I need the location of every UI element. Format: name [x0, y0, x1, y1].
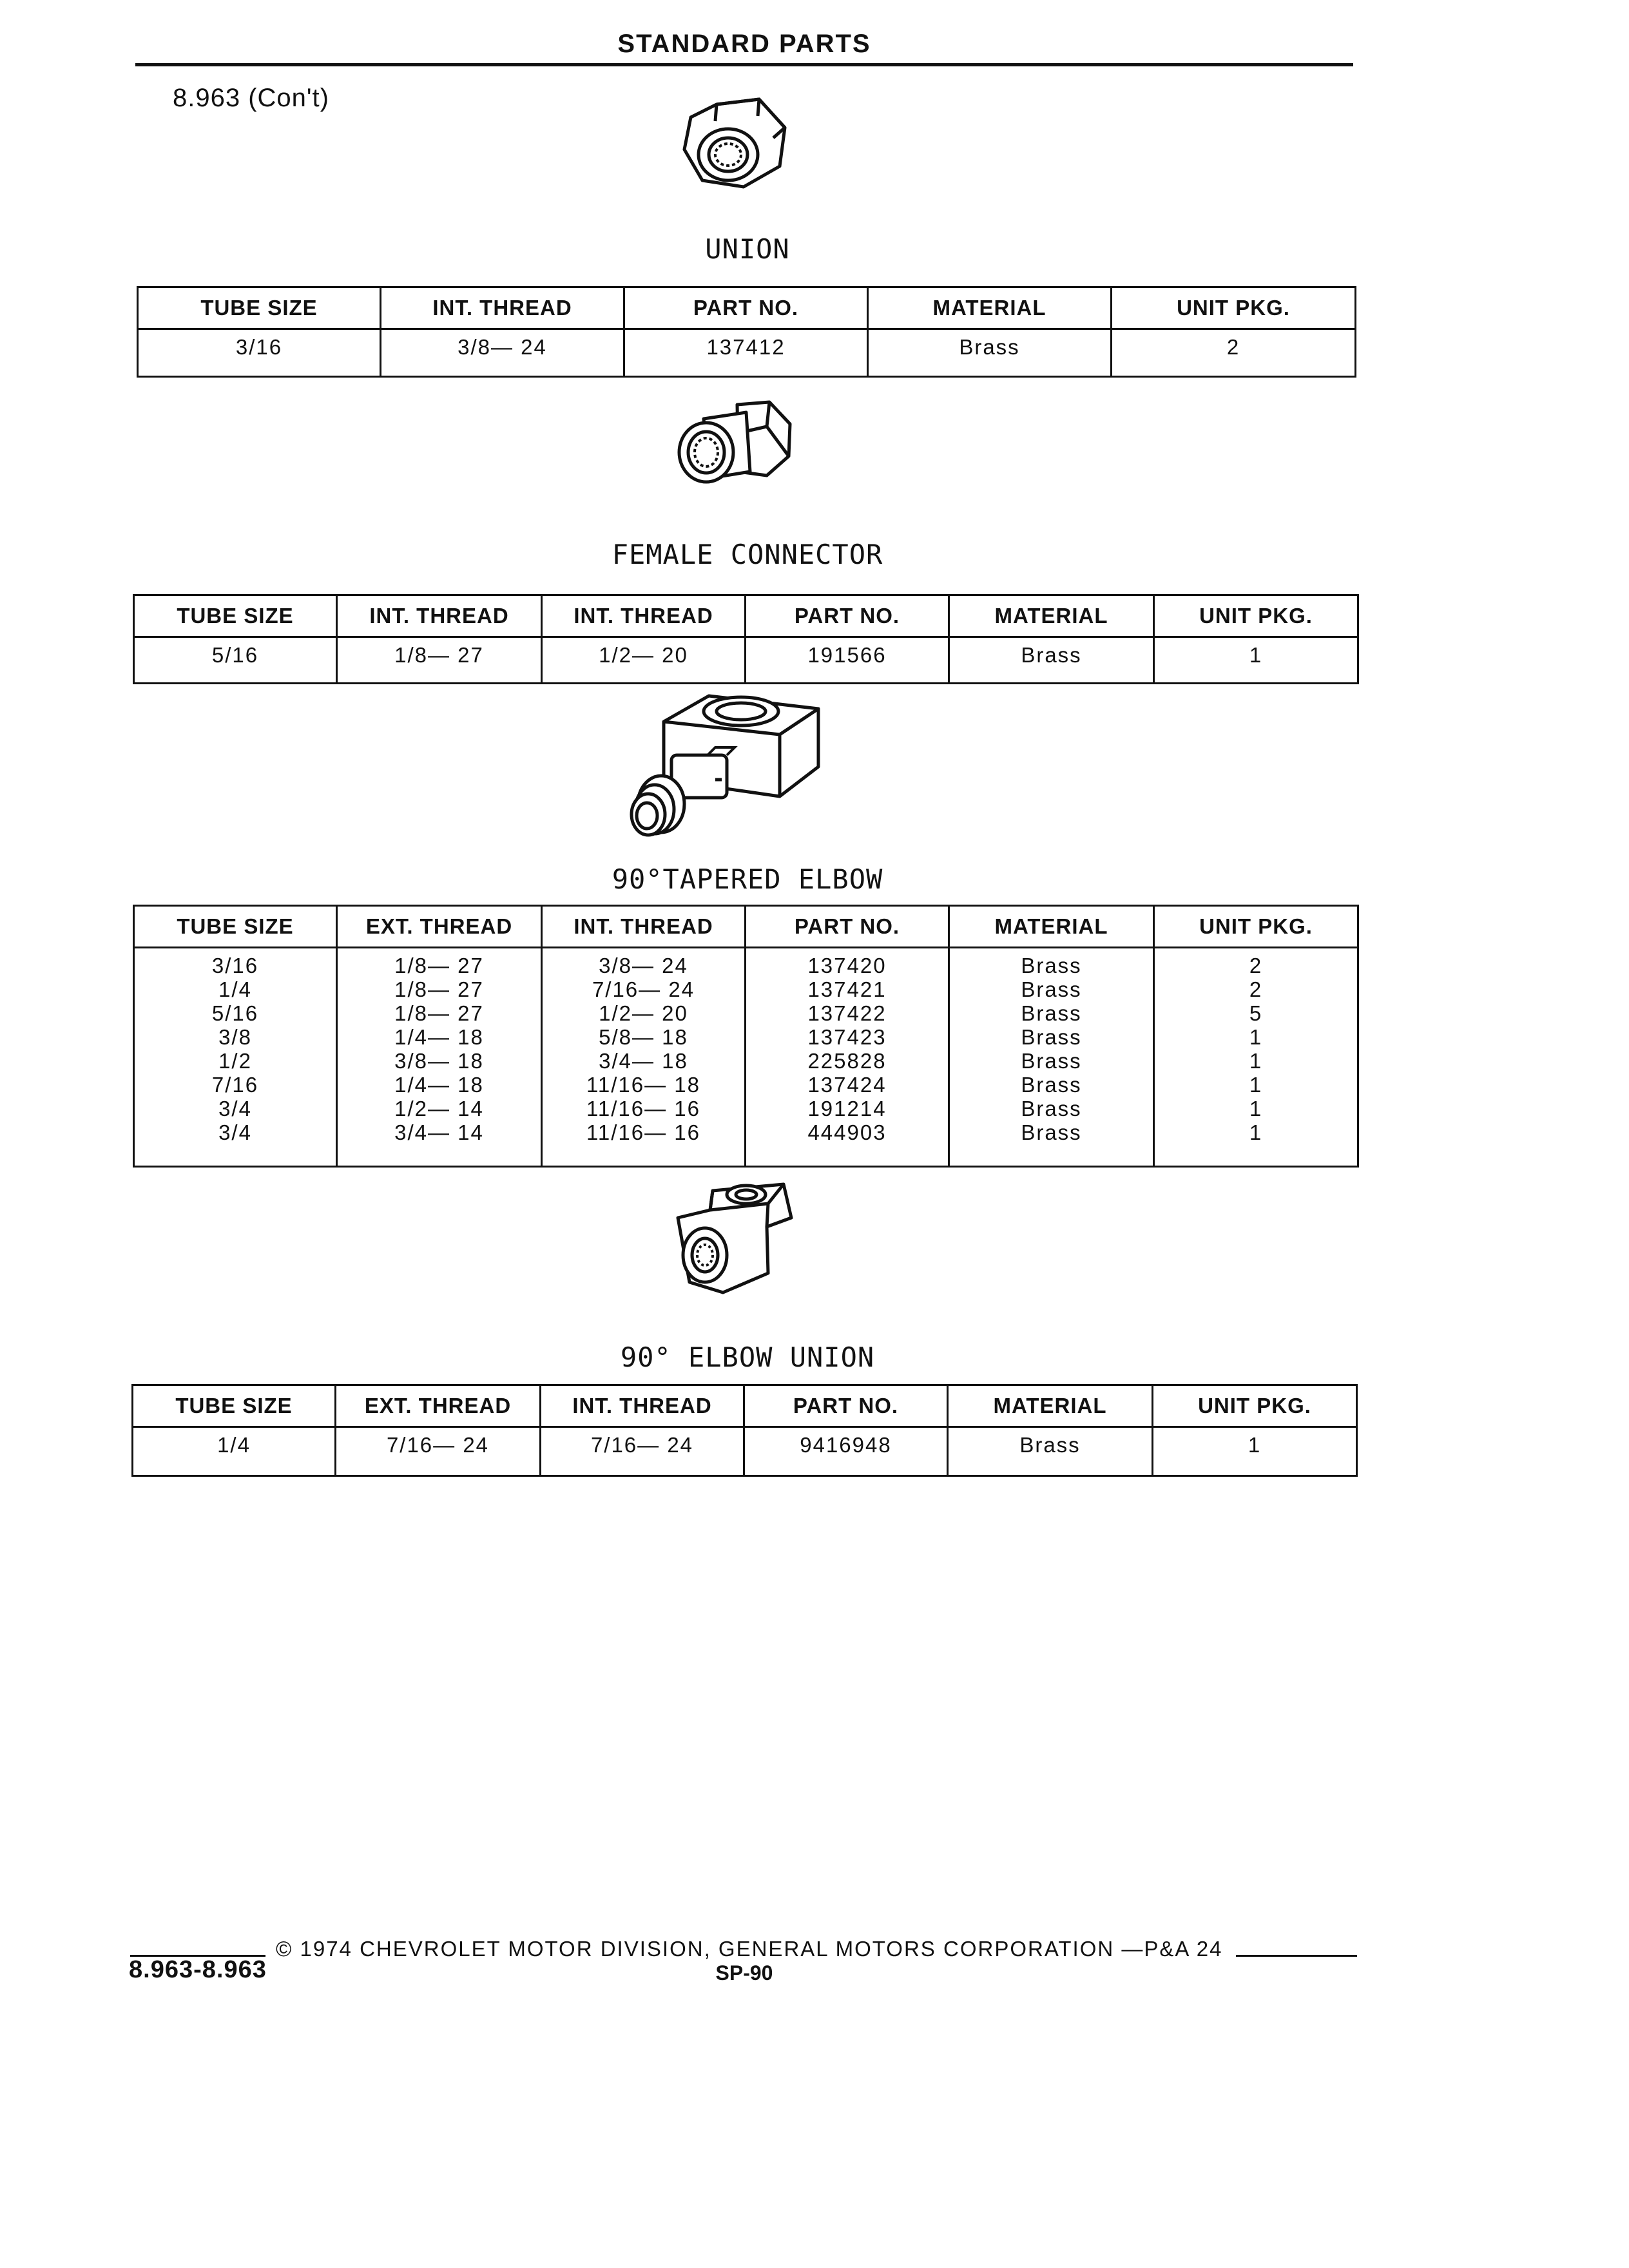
cell-value: Brass [1021, 1001, 1082, 1025]
cell-value: 2 [1249, 954, 1263, 977]
cell-value: 1/4 [218, 977, 252, 1001]
cell-value: 1 [1249, 1073, 1263, 1097]
union-title: UNION [705, 233, 790, 265]
column-header: UNIT PKG. [1112, 287, 1356, 329]
cell-value: Brass [1021, 643, 1082, 667]
cell-value: 1 [1249, 643, 1263, 667]
cell-value: Brass [1021, 1025, 1082, 1049]
table-cell [868, 329, 1112, 377]
cell-value: 5 [1249, 1001, 1263, 1025]
cell-value: 5/16 [211, 643, 259, 667]
cell-value: 1/8— 27 [394, 643, 484, 667]
union-table [137, 286, 1356, 378]
table-cell [1154, 637, 1358, 684]
column-header: UNIT PKG. [1154, 906, 1358, 948]
cell-value: 3/16 [211, 954, 259, 977]
column-header: INT. THREAD [381, 287, 624, 329]
table-cell [744, 1427, 948, 1476]
cell-value: 3/4— 14 [394, 1120, 484, 1144]
cell-value: 1 [1249, 1049, 1263, 1073]
column-header: UNIT PKG. [1154, 595, 1358, 637]
cell-value: 137420 [807, 954, 887, 977]
cell-value: 225828 [807, 1049, 887, 1073]
cell-value: 1 [1249, 1097, 1263, 1120]
cell-value: Brass [959, 335, 1020, 359]
table-cell [1153, 1427, 1357, 1476]
cell-value: 137421 [807, 977, 887, 1001]
table-cell [948, 1427, 1153, 1476]
column-header: TUBE SIZE [134, 906, 337, 948]
cell-value: 11/16— 16 [586, 1097, 700, 1120]
table-cell [746, 637, 949, 684]
table-cell [337, 637, 542, 684]
column-header: EXT. THREAD [336, 1385, 541, 1427]
cell-value: 3/4 [218, 1097, 252, 1120]
cell-value: 2 [1226, 335, 1240, 359]
cell-value: 7/16— 24 [386, 1433, 490, 1457]
column-header: MATERIAL [949, 906, 1154, 948]
footer-page-number: SP-90 [715, 1961, 773, 1984]
cell-value: 1/4— 18 [394, 1073, 484, 1097]
page-header-title: STANDARD PARTS [617, 30, 871, 58]
column-header: TUBE SIZE [134, 595, 337, 637]
cell-value: 1/2— 20 [599, 1001, 688, 1025]
cell-value: 11/16— 18 [586, 1073, 700, 1097]
cell-value: 3/8— 18 [394, 1049, 484, 1073]
elbow-union-icon [670, 1179, 805, 1302]
cell-value: 1 [1249, 1120, 1263, 1144]
column-header: INT. THREAD [542, 595, 746, 637]
female-connector-icon [670, 394, 799, 497]
cell-value: 1/2— 14 [394, 1097, 484, 1120]
column-header: TUBE SIZE [133, 1385, 336, 1427]
column-header: TUBE SIZE [138, 287, 381, 329]
cell-value: 444903 [807, 1120, 887, 1144]
table-cell [1112, 329, 1356, 377]
table-cell [542, 948, 746, 1167]
table-cell [624, 329, 868, 377]
column-header: INT. THREAD [541, 1385, 744, 1427]
cell-value: 1/2 [218, 1049, 252, 1073]
cell-value: 3/8— 24 [458, 335, 547, 359]
cell-value: 5/8— 18 [599, 1025, 688, 1049]
cell-value: 3/8— 24 [599, 954, 688, 977]
tapered-elbow-icon [619, 683, 838, 850]
cell-value: 5/16 [211, 1001, 259, 1025]
cell-value: 3/4— 18 [599, 1049, 688, 1073]
table-row [133, 1427, 1357, 1476]
table-cell [133, 1427, 336, 1476]
table-cell [381, 329, 624, 377]
section-number: 8.963 (Con't) [173, 84, 329, 112]
column-header: PART NO. [746, 906, 949, 948]
cell-value: 137422 [807, 1001, 887, 1025]
cell-value: 137424 [807, 1073, 887, 1097]
cell-value: 191566 [807, 643, 887, 667]
column-header: EXT. THREAD [337, 906, 542, 948]
cell-value: 1 [1248, 1433, 1262, 1457]
cell-value: 11/16— 16 [586, 1120, 700, 1144]
female-connector-table [133, 594, 1359, 684]
cell-value: Brass [1021, 977, 1082, 1001]
cell-value: 1/8— 27 [394, 954, 484, 977]
table-cell [746, 948, 949, 1167]
column-header: PART NO. [624, 287, 868, 329]
table-cell [949, 948, 1154, 1167]
table-row [134, 637, 1358, 684]
table-cell [138, 329, 381, 377]
union-hex-nut-icon [677, 90, 793, 200]
cell-value: Brass [1021, 1073, 1082, 1097]
cell-value: 1 [1249, 1025, 1263, 1049]
column-header: INT. THREAD [337, 595, 542, 637]
cell-value: 1/8— 27 [394, 1001, 484, 1025]
elbow-union-title: 90° ELBOW UNION [620, 1341, 875, 1373]
elbow-union-table [131, 1384, 1358, 1477]
cell-value: Brass [1021, 954, 1082, 977]
table-row [134, 948, 1358, 1167]
column-header: INT. THREAD [542, 906, 746, 948]
cell-value: 1/8— 27 [394, 977, 484, 1001]
footer-rule-right [1236, 1955, 1357, 1957]
table-cell [542, 637, 746, 684]
cell-value: 7/16— 24 [592, 977, 695, 1001]
cell-value: 7/16 [211, 1073, 259, 1097]
footer-section-range: 8.963-8.963 [129, 1956, 267, 1983]
tapered-elbow-title: 90°TAPERED ELBOW [612, 863, 883, 895]
cell-value: Brass [1021, 1120, 1082, 1144]
cell-value: 1/4 [217, 1433, 251, 1457]
cell-value: 137412 [706, 335, 786, 359]
cell-value: 7/16— 24 [590, 1433, 694, 1457]
column-header: MATERIAL [949, 595, 1154, 637]
column-header: PART NO. [744, 1385, 948, 1427]
footer-copyright: © 1974 CHEVROLET MOTOR DIVISION, GENERAL MOTORS CORPORATION —P&A 24 [276, 1937, 1223, 1961]
table-cell [949, 637, 1154, 684]
table-cell [134, 637, 337, 684]
cell-value: 1/2— 20 [599, 643, 688, 667]
cell-value: 137423 [807, 1025, 887, 1049]
cell-value: 3/16 [235, 335, 283, 359]
table-cell [336, 1427, 541, 1476]
table-cell [1154, 948, 1358, 1167]
column-header: UNIT PKG. [1153, 1385, 1357, 1427]
table-cell [337, 948, 542, 1167]
female-connector-title: FEMALE CONNECTOR [612, 539, 883, 570]
cell-value: Brass [1019, 1433, 1081, 1457]
cell-value: 9416948 [800, 1433, 892, 1457]
column-header: MATERIAL [948, 1385, 1153, 1427]
column-header: MATERIAL [868, 287, 1112, 329]
cell-value: 3/8 [218, 1025, 252, 1049]
table-row [138, 329, 1356, 377]
cell-value: 3/4 [218, 1120, 252, 1144]
cell-value: 1/4— 18 [394, 1025, 484, 1049]
table-cell [134, 948, 337, 1167]
column-header: PART NO. [746, 595, 949, 637]
cell-value: 2 [1249, 977, 1263, 1001]
cell-value: Brass [1021, 1097, 1082, 1120]
cell-value: 191214 [807, 1097, 887, 1120]
table-cell [541, 1427, 744, 1476]
header-rule [135, 63, 1353, 66]
cell-value: Brass [1021, 1049, 1082, 1073]
tapered-elbow-table [133, 905, 1359, 1168]
